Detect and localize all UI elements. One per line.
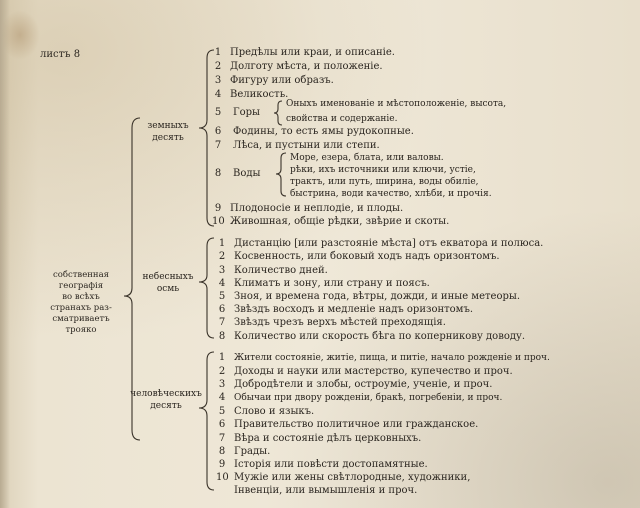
- group-title-human: [130, 388, 202, 412]
- sub-line: Оныхъ именованіе и мѣстоположеніе, высота,: [286, 99, 507, 109]
- root-label: [40, 270, 122, 336]
- list-item: Количество или скорость бѣга по коперникову доводу.: [234, 331, 526, 342]
- root-line: трояко: [65, 325, 97, 335]
- item-number: 10: [212, 216, 225, 227]
- list-item: Історія или повѣсти достопамятные.: [234, 459, 428, 470]
- item-number: 4: [218, 278, 226, 289]
- item-number: 3: [218, 379, 226, 390]
- root-line: географія: [58, 281, 104, 291]
- list-item: Климатъ и зону, или страну и поясъ.: [234, 278, 430, 289]
- group-title-land: [138, 120, 198, 144]
- root-line: сматриваетъ: [52, 314, 110, 324]
- list-item: Правительство политичное или гражданское.: [234, 419, 479, 430]
- root-line: во всѣхъ: [62, 292, 100, 302]
- item-number: 9: [214, 203, 222, 214]
- page-label: листъ 8: [40, 49, 81, 60]
- list-item: Слово и языкъ.: [234, 406, 315, 417]
- list-item: Долготу мѣста, и положеніе.: [230, 61, 383, 72]
- item-label-mountains: Горы: [233, 107, 261, 118]
- list-item: Звѣздъ чрезъ верхъ мѣстей преходящія.: [234, 317, 446, 328]
- item-number: 4: [214, 89, 222, 100]
- list-item: Фодины, то есть ямы рудокопные.: [233, 126, 414, 137]
- item-number: 7: [218, 433, 226, 444]
- list-item: Количество дней.: [234, 265, 328, 276]
- gutter-shadow: [0, 0, 10, 508]
- list-item: Звѣздъ восходъ и медленіе надъ оризонтомъ.: [234, 304, 474, 315]
- item-number: 10: [216, 472, 229, 483]
- heaven-brace: [199, 238, 214, 338]
- list-item: Доходы и науки или мастерство, купечество и проч.: [234, 366, 513, 377]
- root-line: странахъ раз-: [50, 303, 112, 313]
- item-number: 6: [218, 304, 226, 315]
- list-item: Добродѣтели и злобы, остроуміе, ученіе, и проч.: [234, 379, 493, 390]
- list-item: Великость.: [230, 89, 289, 100]
- list-item: Мужіе или жены свѣтлородные, художники,: [234, 472, 471, 483]
- item-number: 1: [214, 47, 222, 58]
- human-brace: [199, 352, 214, 490]
- list-item: Дистанцію [или разстояніе мѣста] отъ екватора и полюса.: [234, 238, 544, 249]
- item-number: 7: [214, 140, 222, 151]
- item-number: 3: [218, 265, 226, 276]
- group-title-line: десять: [152, 133, 184, 143]
- list-item: Фигуру или образъ.: [230, 75, 334, 86]
- item-number: 3: [214, 75, 222, 86]
- item-number: 8: [214, 168, 222, 179]
- item-number: 5: [214, 107, 222, 118]
- item-number: 5: [218, 291, 226, 302]
- mountains-brace: [274, 101, 282, 125]
- item-number: 6: [214, 126, 222, 137]
- list-item: Обычаи при двору рожденіи, бракѣ, погребеніи, и проч.: [234, 393, 503, 403]
- group-title-heaven: [138, 271, 198, 295]
- sub-line: трактъ, или путь, ширина, воды обиліе,: [290, 177, 479, 187]
- sub-line: быстрина, води качество, хлѣби, и прочія.: [290, 189, 492, 199]
- group-title-line: десять: [150, 401, 182, 411]
- list-item: Косвенность, или боковый ходъ надъ оризонтомъ.: [234, 251, 500, 262]
- item-number: 5: [218, 406, 226, 417]
- list-item: Жители состояніе, житіе, пища, и питіе, начало рожденіе и проч.: [234, 353, 550, 363]
- list-item: Інвенціи, или вымышленія и проч.: [234, 485, 418, 496]
- item-number: 2: [218, 251, 226, 262]
- root-line: собственная: [52, 270, 110, 280]
- list-item: Предѣлы или краи, и описаніе.: [230, 47, 395, 58]
- list-item: Грады.: [234, 446, 271, 457]
- item-number: 2: [218, 366, 226, 377]
- list-item: Вѣра и состояніе дѣлъ церковныхъ.: [234, 433, 422, 444]
- item-number: 1: [218, 352, 226, 363]
- group-title-line: человѣческихъ: [130, 389, 202, 399]
- item-number: 7: [218, 317, 226, 328]
- group-title-line: осмь: [156, 284, 180, 294]
- list-item: Плодоносіе и неплодіе, и плоды.: [230, 203, 404, 214]
- list-item: Лѣса, и пустыни или степи.: [233, 140, 380, 151]
- item-number: 9: [218, 459, 226, 470]
- item-number: 4: [218, 392, 226, 403]
- item-number: 2: [214, 61, 222, 72]
- sub-line: Море, езера, блата, или валовы.: [290, 153, 444, 163]
- item-number: 8: [218, 446, 226, 457]
- list-item: Живошная, общіе рѣдки, звѣрие и скоты.: [230, 216, 450, 227]
- waters-brace: [276, 153, 286, 196]
- item-number: 6: [218, 419, 226, 430]
- item-label-waters: Воды: [233, 168, 261, 179]
- sub-line: свойства и содержаніе.: [286, 114, 398, 124]
- group-title-line: земныхъ: [147, 121, 189, 131]
- list-item: Зноя, и времена года, вѣтры, дожди, и иные метеоры.: [234, 291, 521, 302]
- group-title-line: небесныхъ: [142, 272, 194, 282]
- item-number: 8: [218, 331, 226, 342]
- sub-line: рѣки, ихъ источники или ключи, устіе,: [290, 165, 476, 175]
- item-number: 1: [218, 238, 226, 249]
